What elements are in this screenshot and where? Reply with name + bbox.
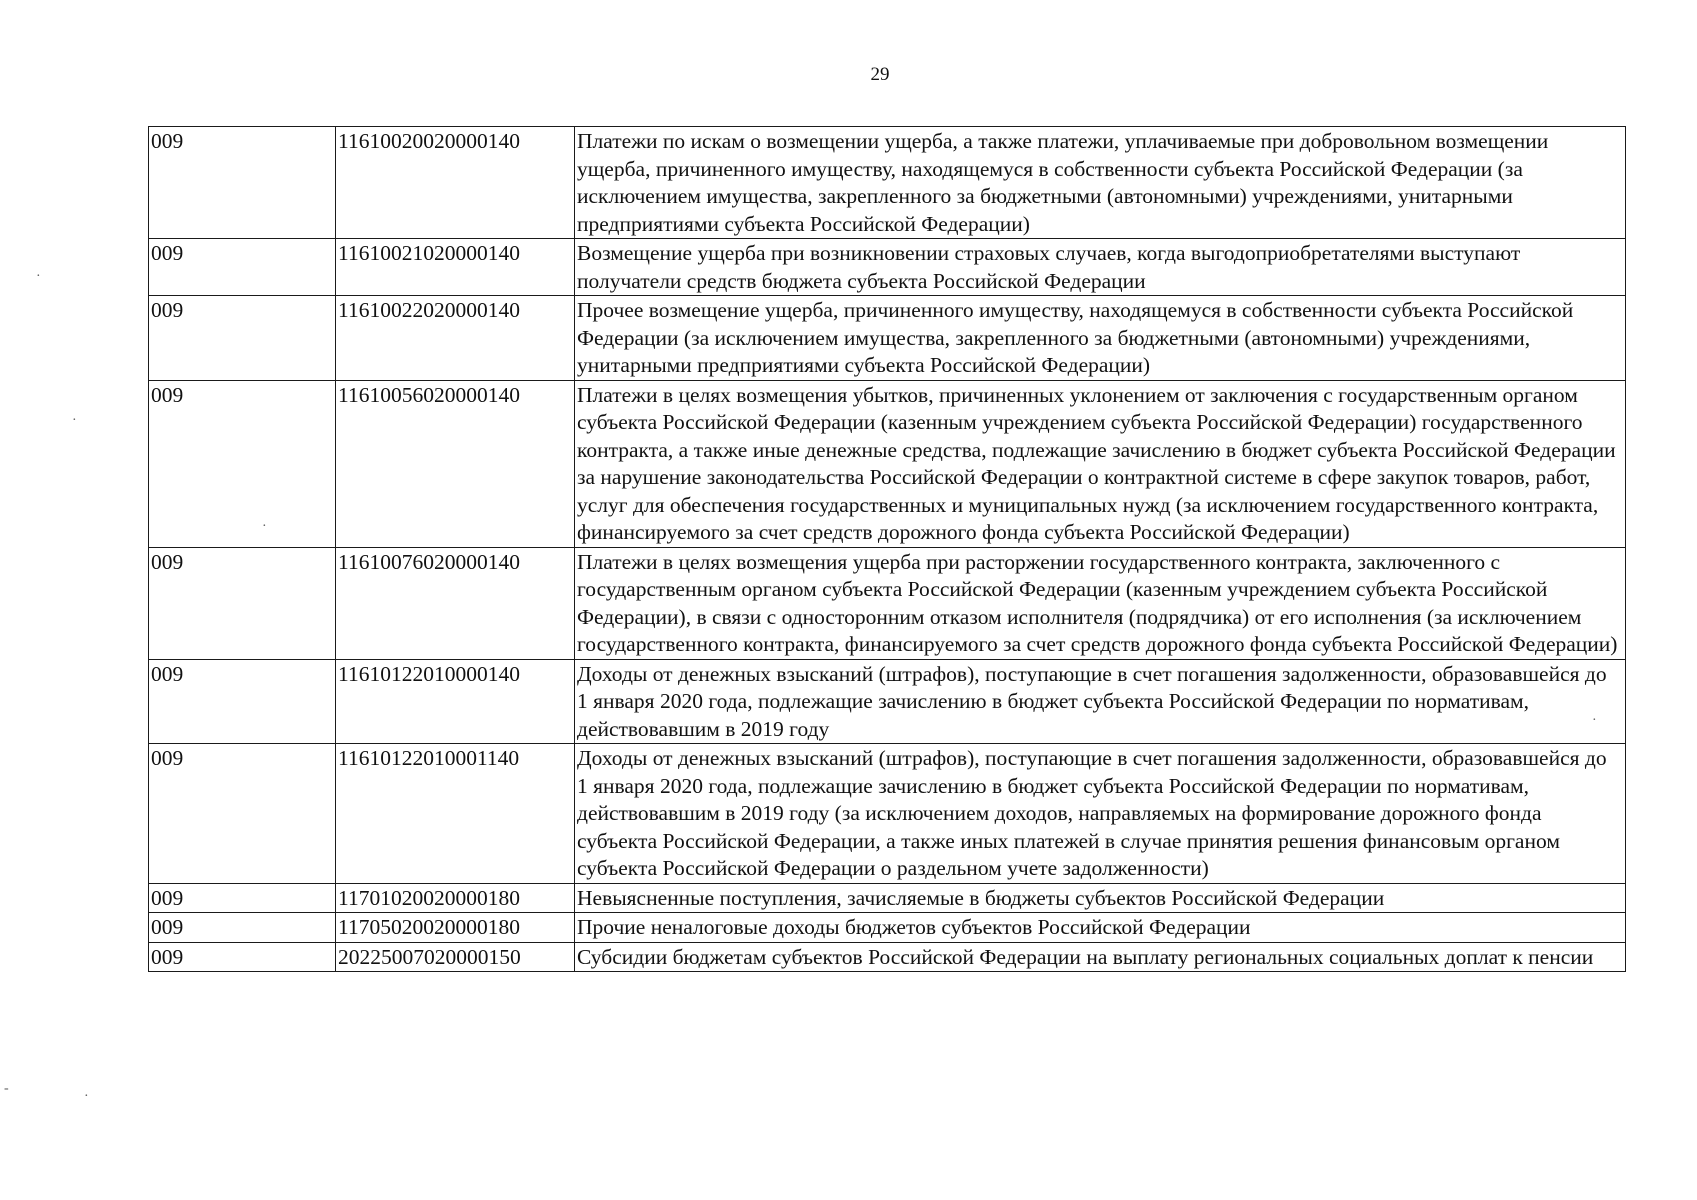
income-description-cell: Платежи в целях возмещения ущерба при расторжении государственного контракта, заключенного с государственным органом субъекта Российской Федерации (казенным учреждением субъекта Российской Федерации), в связи с односторонним отказом исполнителя (подрядчика) от его исполнения (за исключением государственного контракта, финансируемого за счет средств дорожного фонда субъекта Российской Федерации) <box>575 547 1626 659</box>
table-row <box>149 380 1626 547</box>
admin-code-cell: 009 <box>149 127 336 239</box>
table-row <box>149 942 1626 972</box>
budget-classification-code-cell: 11610021020000140 <box>336 239 575 296</box>
table-row <box>149 744 1626 884</box>
income-description-cell: Доходы от денежных взысканий (штрафов), поступающие в счет погашения задолженности, образовавшейся до 1 января 2020 года, подлежащие зачислению в бюджет субъекта Российской Федерации по нормативам, действовавшим в 2019 году <box>575 659 1626 744</box>
budget-classification-code-cell: 20225007020000150 <box>336 942 575 972</box>
page-number: 29 <box>870 64 890 85</box>
income-description-cell: Доходы от денежных взысканий (штрафов), поступающие в счет погашения задолженности, образовавшейся до 1 января 2020 года, подлежащие зачислению в бюджет субъекта Российской Федерации по нормативам, действовавшим в 2019 году (за исключением доходов, направляемых на формирование дорожного фонда субъекта Российской Федерации, а также иных платежей в случае принятия решения финансовым органом субъекта Российской Федерации о раздельном учете задолженности) <box>575 744 1626 884</box>
budget-classification-code-cell: 11610022020000140 <box>336 296 575 381</box>
budget-classification-code-cell: 11705020020000180 <box>336 913 575 943</box>
admin-code-cell: 009 <box>149 744 336 884</box>
table-row <box>149 883 1626 913</box>
budget-classification-code-cell: 11610122010001140 <box>336 744 575 884</box>
admin-code-cell: 009 <box>149 659 336 744</box>
table-body <box>149 127 1626 972</box>
income-description-cell: Невыясненные поступления, зачисляемые в бюджеты субъектов Российской Федерации <box>575 883 1626 913</box>
admin-code-cell: 009 <box>149 380 336 547</box>
table-row <box>149 239 1626 296</box>
admin-code-cell: 009 <box>149 547 336 659</box>
table-row <box>149 127 1626 239</box>
admin-code-cell: 009 <box>149 883 336 913</box>
scan-speck: · <box>84 1089 89 1104</box>
income-description-cell: Прочее возмещение ущерба, причиненного имуществу, находящемуся в собственности субъекта Российской Федерации (за исключением имущества, закрепленного за бюджетными (автономными) учреждениями, унитарными предприятиями субъекта Российской Федерации) <box>575 296 1626 381</box>
admin-code-cell: 009 <box>149 239 336 296</box>
income-description-cell: Субсидии бюджетам субъектов Российской Федерации на выплату региональных социальных доплат к пенсии <box>575 942 1626 972</box>
scan-speck: · <box>262 519 267 534</box>
table-row <box>149 296 1626 381</box>
table-row <box>149 913 1626 943</box>
admin-code-cell: 009 <box>149 942 336 972</box>
scan-speck: · <box>1592 713 1597 728</box>
income-description-cell: Платежи по искам о возмещении ущерба, а также платежи, уплачиваемые при добровольном возмещении ущерба, причиненного имуществу, находящемуся в собственности субъекта Российской Федерации (за исключением имущества, закрепленного за бюджетными (автономными) учреждениями, унитарными предприятиями субъекта Российской Федерации) <box>575 127 1626 239</box>
table-row <box>149 659 1626 744</box>
admin-code-cell: 009 <box>149 296 336 381</box>
budget-classification-code-cell: 11610076020000140 <box>336 547 575 659</box>
scan-speck: - <box>4 1081 9 1096</box>
budget-codes-table <box>148 126 1626 972</box>
budget-classification-code-cell: 11610122010000140 <box>336 659 575 744</box>
budget-classification-code-cell: 11701020020000180 <box>336 883 575 913</box>
scan-speck: · <box>36 269 41 284</box>
income-description-cell: Возмещение ущерба при возникновении страховых случаев, когда выгодоприобретателями выступают получатели средств бюджета субъекта Российской Федерации <box>575 239 1626 296</box>
table-row <box>149 547 1626 659</box>
budget-classification-code-cell: 11610020020000140 <box>336 127 575 239</box>
income-description-cell: Прочие неналоговые доходы бюджетов субъектов Российской Федерации <box>575 913 1626 943</box>
scan-speck: · <box>72 413 77 428</box>
admin-code-cell: 009 <box>149 913 336 943</box>
budget-classification-code-cell: 11610056020000140 <box>336 380 575 547</box>
income-description-cell: Платежи в целях возмещения убытков, причиненных уклонением от заключения с государственным органом субъекта Российской Федерации (казенным учреждением субъекта Российской Федерации) государственного контракта, а также иные денежные средства, подлежащие зачислению в бюджет субъекта Российской Федерации за нарушение законодательства Российской Федерации о контрактной системе в сфере закупок товаров, работ, услуг для обеспечения государственных и муниципальных нужд (за исключением государственного контракта, финансируемого за счет средств дорожного фонда субъекта Российской Федерации) <box>575 380 1626 547</box>
